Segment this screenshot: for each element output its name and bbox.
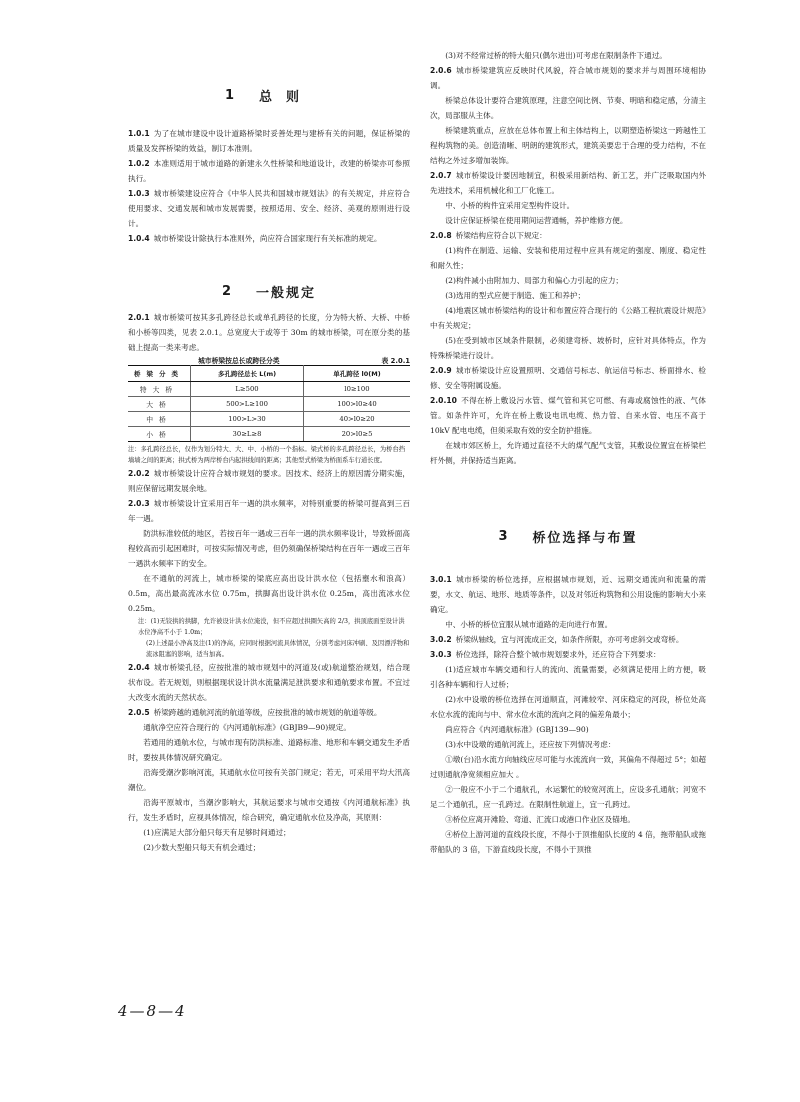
paragraph: 尚应符合《内河通航标准》(GBJ139—90) bbox=[445, 725, 589, 734]
chapter-2-heading bbox=[128, 282, 410, 301]
paragraph: 设计应保证桥梁在使用期间运营通畅，养护维修方便。 bbox=[445, 216, 628, 225]
list-item: (5)在受到城市区域条件限制，必须建弯桥、坡桥时，应针对具体特点，作为特殊桥梁进行设计。 bbox=[430, 336, 706, 360]
clause-2-0-8: 2.0.8 桥梁结构应符合以下规定： bbox=[430, 231, 547, 240]
paragraph: 沿海平原城市，当潮汐影响大，其航运要求与城市交通按《内河通航标准》执行，发生矛盾时，应视具体情况，综合研究，确定通航水位及净高，其原则： bbox=[128, 798, 410, 822]
table-cell: 40>l0≥20 bbox=[304, 412, 411, 427]
list-item: (2)少数大型船只每天有机会通过； bbox=[143, 843, 261, 852]
clause-2-0-10: 2.0.10 不得在桥上敷设污水管、煤气管和其它可燃、有毒或腐蚀性的液、气体管。如条件许可，允许在桥上敷设电讯电缆、热力管、自来水管、电压不高于 10kV 配电电缆，但须采取有效的安全防护措施。 bbox=[430, 396, 706, 435]
paragraph: 在不通航的河流上，城市桥梁的梁底应高出设计洪水位（包括壅水和浪高）0.5m，高出最高流冰水位 0.75m，拱脚高出设计洪水位 0.25m，高出流冰水位 0.25m。 bbox=[128, 574, 410, 613]
chapter-1-body bbox=[128, 126, 410, 246]
clause-1-0-2: 1.0.2 本准则适用于城市道路的新建永久性桥梁和地道设计，改建的桥梁亦可参照执行。 bbox=[128, 159, 410, 183]
bridge-classification-table bbox=[128, 365, 410, 442]
table-header-row bbox=[128, 366, 410, 382]
chapter-3-heading bbox=[430, 527, 706, 546]
chapter-title: 总则 bbox=[259, 90, 314, 105]
table-cell: l0≥100 bbox=[304, 382, 411, 397]
paragraph: 桥梁建筑重点，应放在总体布置上和主体结构上，以期塑造桥梁这一跨越性工程构筑物的美。创造清晰、明朗的建筑形式，建筑美要忠于合理的受力结构，不在结构之外过多增加装饰。 bbox=[430, 126, 706, 165]
chapter-number: 3 bbox=[498, 529, 509, 544]
list-item: (4)地震区城市桥梁结构的设计和布置应符合现行的《公路工程抗震设计规范》中有关规定； bbox=[430, 306, 706, 330]
table-row bbox=[128, 397, 410, 412]
table-cell: L≥500 bbox=[191, 382, 304, 397]
chapter-title: 一般规定 bbox=[256, 286, 317, 301]
table-cell: 特大桥 bbox=[128, 382, 191, 397]
paragraph: 中、小桥的桥位宜服从城市道路的走向进行布置。 bbox=[445, 620, 613, 629]
table-note: 注：多孔跨径总长，仅作为划分特大、大、中、小桥的一个指标。梁式桥的多孔跨径总长，为桥台挡墙墙之间的距离；拱式桥为两岸桥台内起拱线间的距离；其他型式桥梁为桥面系车行道长度。 bbox=[128, 446, 406, 464]
paragraph: 桥梁总体设计要符合建筑原理，注意空间比例、节奏、明暗和稳定感，分清主次，局部服从主体。 bbox=[430, 96, 706, 120]
chapter-2-body bbox=[128, 310, 410, 855]
list-item: ①墩(台)沿水流方向轴线应尽可能与水流流向一致，其偏角不得超过 5°；如超过则通航净宽须相应加大 。 bbox=[430, 755, 706, 779]
table-cell: 30≥L≥8 bbox=[191, 427, 304, 442]
table-cell: 大桥 bbox=[128, 397, 191, 412]
chapter-number: 2 bbox=[221, 284, 233, 299]
chapter-1-heading bbox=[128, 86, 410, 105]
list-item: ②一般应不小于二个通航孔，水运繁忙的较宽河流上，应设多孔通航；河宽不足二个通航孔，应一孔跨过。在限制性航道上，宜一孔跨过。 bbox=[430, 785, 706, 809]
table-cell: 100>L>30 bbox=[191, 412, 304, 427]
table-header: 多孔跨径总长 L(m) bbox=[191, 366, 304, 382]
paragraph: 通航净空应符合现行的《内河通航标准》(GBJB9—90)规定。 bbox=[143, 723, 351, 732]
clause-3-0-3: 3.0.3 桥位选择，除符合整个城市规划要求外，还应符合下列要求： bbox=[430, 650, 661, 659]
table-caption: 城市桥梁按总长或跨径分类 表 2.0.1 bbox=[198, 357, 410, 365]
list-item: (1)应满足大部分船只每天有足够时间通过； bbox=[143, 828, 291, 837]
right-column-body bbox=[430, 48, 706, 468]
clause-2-0-4: 2.0.4 城市桥梁孔径，应按批准的城市规划中的河道及(或)航道整治规划，结合现状布设。若无规划，则根据现状设计洪水流量满足泄洪要求和通航要求布置。不宜过大改变水流的天然状态。 bbox=[128, 663, 410, 702]
table-header: 单孔跨径 l0(M) bbox=[304, 366, 411, 382]
paragraph: 在城市郊区桥上，允许通过直径不大的煤气配气支管，其敷设位置宜在桥梁栏杆外侧，并保持适当距离。 bbox=[430, 441, 706, 465]
list-item: (3)选用的型式应便于制造、施工和养护； bbox=[445, 291, 586, 300]
table-header: 桥梁分类 bbox=[128, 366, 191, 382]
clause-2-0-1: 2.0.1 城市桥梁可按其多孔跨径总长或单孔跨径的长度，分为特大桥、大桥、中桥和小桥等四类，见表 2.0.1。总宽度大于或等于 30m 的城市桥梁，可在原分类的基础上提高一类来考虑。 bbox=[128, 313, 410, 352]
clause-2-0-9: 2.0.9 城市桥梁设计应设置照明、交通信号标志、航运信号标志、桥面排水、检修、安全等附属设施。 bbox=[430, 366, 706, 390]
list-item: (3)对不经常过桥的特大船只(偶尔进出)可考虑在限制条件下通过。 bbox=[445, 51, 667, 60]
chapter-number: 1 bbox=[224, 88, 236, 103]
clause-2-0-2: 2.0.2 城市桥梁设计应符合城市规划的要求。因技术、经济上的原因需分期实施，则应保留远期发展余地。 bbox=[128, 469, 410, 493]
page-number: 4—8—4 bbox=[118, 1002, 187, 1020]
paragraph: 若通用的通航水位，与城市现有防洪标准、道路标准、地形和车辆交通发生矛盾时，要按具体情况研究确定。 bbox=[128, 738, 410, 762]
clause-2-0-5: 2.0.5 桥梁跨越的通航河流的航道等级，应按批准的城市规划的航道等级。 bbox=[128, 708, 382, 717]
table-cell: 20>l0≥5 bbox=[304, 427, 411, 442]
paragraph: 沿海受潮汐影响河流，其通航水位可按有关部门规定；若无，可采用平均大汛高潮位。 bbox=[128, 768, 410, 792]
clause-2-0-6: 2.0.6 城市桥梁建筑应反映时代风貌，符合城市规划的要求并与周围环境相协调。 bbox=[430, 66, 706, 90]
table-row bbox=[128, 427, 410, 442]
table-row bbox=[128, 412, 410, 427]
clause-1-0-3: 1.0.3 城市桥梁建设应符合《中华人民共和国城市规划法》的有关规定，并应符合使用要求、交通发展和城市发展需要，按照适用、安全、经济、美观的原则进行设计。 bbox=[128, 189, 410, 228]
paragraph: 防洪标准较低的地区，若按百年一遇或三百年一遇的洪水频率设计，导致桥面高程较高而引起困难时，可按实际情况考虑，但仍须确保桥梁结构在百年一遇或三百年一遇洪水频率下的安全。 bbox=[128, 529, 410, 568]
list-item: (1)构件在制造、运输、安装和使用过程中应具有规定的强度、刚度、稳定性和耐久性； bbox=[430, 246, 706, 270]
table-row bbox=[128, 382, 410, 397]
clause-2-0-7: 2.0.7 城市桥梁设计要因地制宜，积极采用新结构、新工艺，并广泛吸取国内外先进技术，采用机械化和工厂化施工。 bbox=[430, 171, 706, 195]
clause-1-0-4: 1.0.4 城市桥梁设计除执行本准则外，尚应符合国家现行有关标准的规定。 bbox=[128, 234, 382, 243]
clause-1-0-1: 1.0.1 为了在城市建设中设计道路桥梁时妥善处理与建桥有关的问题，保证桥梁的质量及发挥桥梁的效益，制订本准则。 bbox=[128, 129, 410, 153]
chapter-title: 桥位选择与布置 bbox=[532, 531, 638, 546]
list-item: ③桥位应离开滩险、弯道、汇流口或港口作业区及锚地。 bbox=[445, 815, 636, 824]
note: (2)上述最小净高及注(1)的净高，应同时根据河流具体情况，分别考虑河床冲刷、及因漂浮物和流冰阻塞的影响，适当加高。 bbox=[146, 640, 410, 658]
note: 注：(1)无铰拱的拱脚，允许被设计洪水位淹没，但不应超过拱圈矢高的 2/3，拱顶底面至设计洪水位净高不小于 1.0m； bbox=[138, 618, 405, 636]
table-cell: 小桥 bbox=[128, 427, 191, 442]
chapter-3-body bbox=[430, 572, 706, 857]
paragraph: 中、小桥的构件宜采用定型构件设计。 bbox=[445, 201, 575, 210]
list-item: ④桥位上游河道的直线段长度，不得小于顶推船队长度的 4 倍，拖带船队或拖带船队的 3 倍，下游直线段长度，不得小于顶推 bbox=[430, 830, 706, 854]
table-cell: 500>L≥100 bbox=[191, 397, 304, 412]
list-item: (3)水中设墩的通航河流上，还应按下列情况考虑： bbox=[445, 740, 616, 749]
clause-3-0-1: 3.0.1 城市桥梁的桥位选择，应根据城市规划，近、远期交通流向和流量的需要，水文、航运、地形、地质等条件，以及对邻近构筑物和公用设施的影响大小来确定。 bbox=[430, 575, 706, 614]
clause-2-0-3: 2.0.3 城市桥梁设计宜采用百年一遇的洪水频率，对特别重要的桥梁可提高到三百年一遇。 bbox=[128, 499, 410, 523]
list-item: (2)水中设墩的桥位选择在河道顺直，河滩较窄、河床稳定的河段，桥位处高水位水流的流向与中、常水位水流的流向之间的偏差角最小； bbox=[430, 695, 706, 719]
table-cell: 100>l0≥40 bbox=[304, 397, 411, 412]
clause-3-0-2: 3.0.2 桥梁纵轴线，宜与河流成正交，如条件所限，亦可考虑斜交或弯桥。 bbox=[430, 635, 684, 644]
list-item: (1)适应城市车辆交通和行人的流向、流量需要，必须满足使用上的方便，吸引各种车辆和行人过桥； bbox=[430, 665, 706, 689]
list-item: (2)构件减小由附加力、局部力和偏心力引起的应力； bbox=[445, 276, 624, 285]
table-cell: 中桥 bbox=[128, 412, 191, 427]
